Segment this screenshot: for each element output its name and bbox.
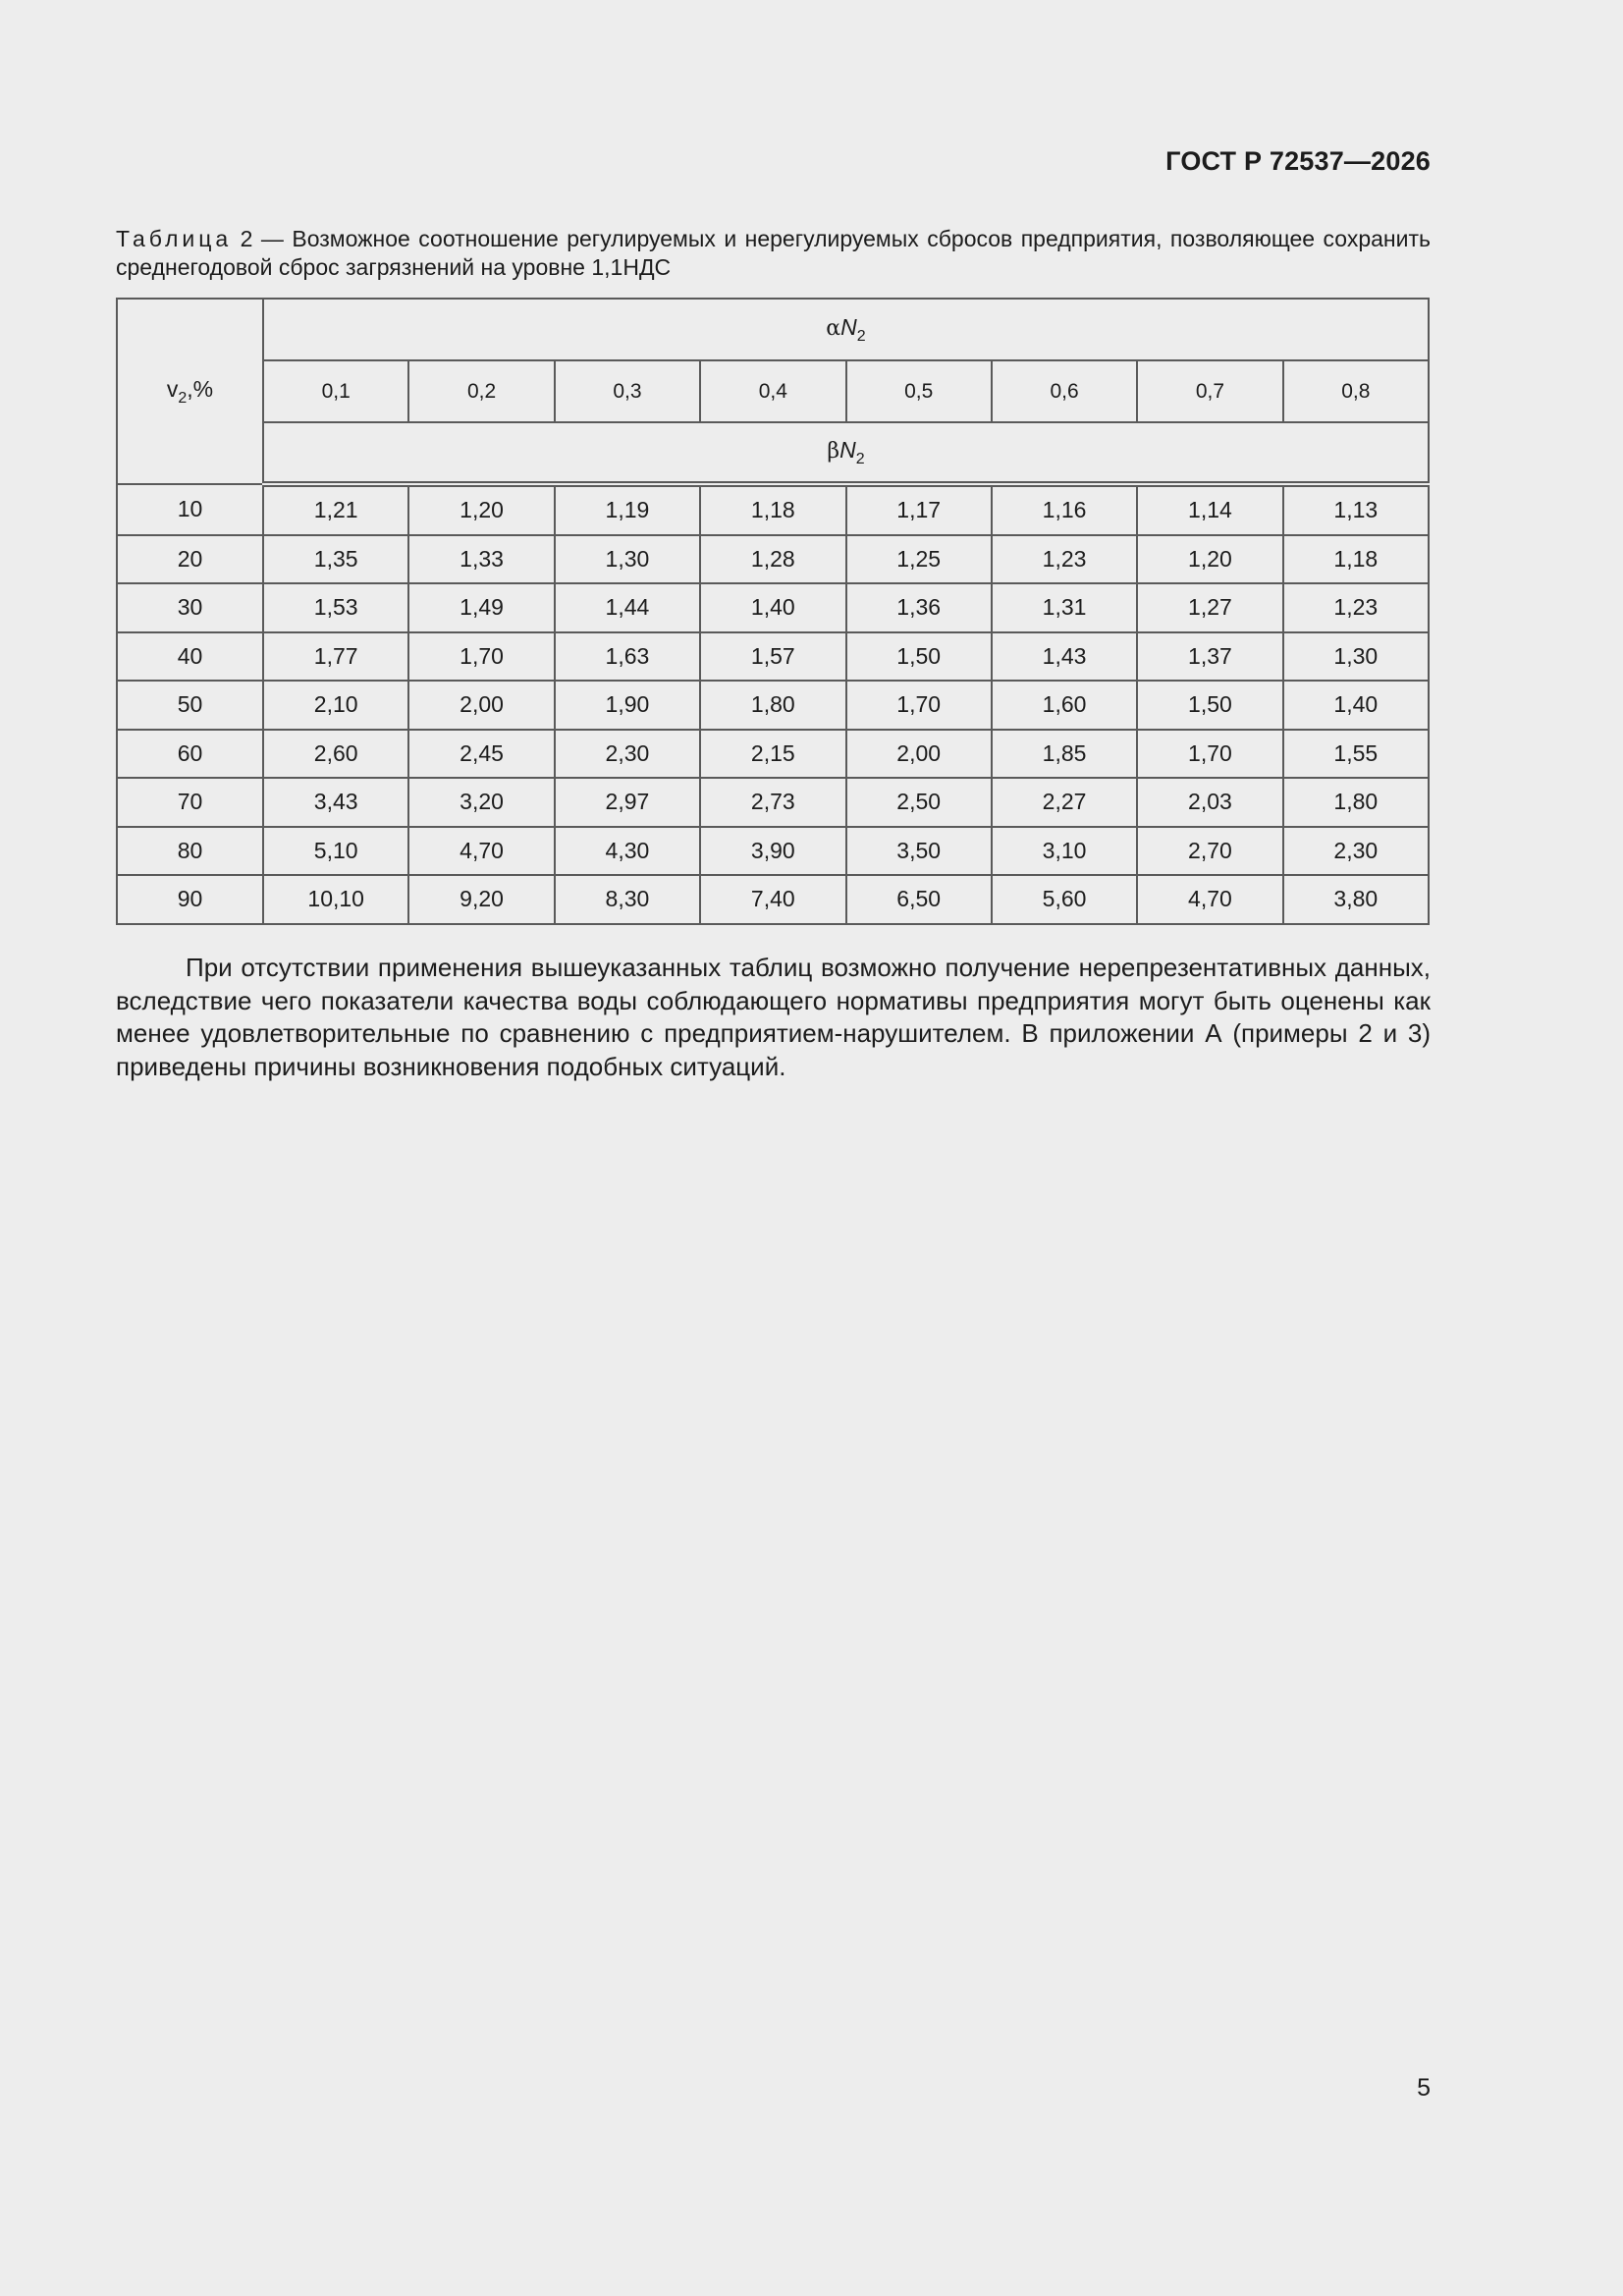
table-header-row [117, 422, 1429, 484]
table-cell: 1,70 [846, 681, 992, 730]
row-v2-value: 90 [117, 875, 263, 924]
row-v2-value: 80 [117, 827, 263, 876]
table-cell: 1,53 [263, 583, 408, 632]
table-header-row [117, 299, 1429, 360]
alpha-values-row [117, 360, 1429, 422]
row-v2-value: 70 [117, 778, 263, 827]
table-cell: 1,14 [1137, 484, 1282, 535]
table-cell: 2,27 [992, 778, 1137, 827]
alpha-value-header: 0,3 [555, 360, 700, 422]
row-v2-value: 60 [117, 730, 263, 779]
table-cell: 1,77 [263, 632, 408, 682]
alpha-value-header: 0,5 [846, 360, 992, 422]
table-cell: 1,28 [700, 535, 845, 584]
table-caption [116, 225, 1431, 282]
table-cell: 1,33 [408, 535, 554, 584]
table-body [117, 484, 1429, 924]
table-cell: 1,70 [1137, 730, 1282, 779]
table-cell: 2,15 [700, 730, 845, 779]
table-cell: 2,00 [846, 730, 992, 779]
table-cell: 3,80 [1283, 875, 1429, 924]
table-cell: 3,20 [408, 778, 554, 827]
table-cell: 9,20 [408, 875, 554, 924]
row-v2-value: 50 [117, 681, 263, 730]
table-cell: 3,90 [700, 827, 845, 876]
table-cell: 1,50 [846, 632, 992, 682]
table-cell: 1,20 [1137, 535, 1282, 584]
table-cell: 2,70 [1137, 827, 1282, 876]
table-cell: 1,27 [1137, 583, 1282, 632]
table-row [117, 484, 1429, 535]
row-header-v2: $v_2,\%$ [117, 299, 263, 484]
table-cell: 1,17 [846, 484, 992, 535]
ratio-table [116, 298, 1430, 925]
table-cell: 1,18 [1283, 535, 1429, 584]
table-cell: 1,23 [992, 535, 1137, 584]
table-cell: 2,97 [555, 778, 700, 827]
table-cell: 2,03 [1137, 778, 1282, 827]
table-row [117, 583, 1429, 632]
table-cell: 2,45 [408, 730, 554, 779]
table-cell: 1,36 [846, 583, 992, 632]
table-cell: 5,10 [263, 827, 408, 876]
table-cell: 1,30 [555, 535, 700, 584]
table-row [117, 535, 1429, 584]
table-cell: 1,44 [555, 583, 700, 632]
table-cell: 1,40 [1283, 681, 1429, 730]
table-cell: 1,18 [700, 484, 845, 535]
table-cell: 1,43 [992, 632, 1137, 682]
table-cell: 6,50 [846, 875, 992, 924]
table-cell: 3,43 [263, 778, 408, 827]
table-cell: 1,25 [846, 535, 992, 584]
table-cell: 4,70 [1137, 875, 1282, 924]
row-v2-value: 30 [117, 583, 263, 632]
table-caption-label: Таблица [116, 226, 233, 251]
table-cell: 2,00 [408, 681, 554, 730]
table-cell: 1,19 [555, 484, 700, 535]
alpha-value-header: 0,7 [1137, 360, 1282, 422]
table-row [117, 632, 1429, 682]
table-cell: 1,31 [992, 583, 1137, 632]
row-v2-value: 20 [117, 535, 263, 584]
table-cell: 1,80 [700, 681, 845, 730]
alpha-value-header: 0,8 [1283, 360, 1429, 422]
table-cell: 2,10 [263, 681, 408, 730]
table-cell: 1,57 [700, 632, 845, 682]
table-cell: 2,50 [846, 778, 992, 827]
table-cell: 5,60 [992, 875, 1137, 924]
table-cell: 1,30 [1283, 632, 1429, 682]
table-row [117, 875, 1429, 924]
table-cell: 1,85 [992, 730, 1137, 779]
table-cell: 1,50 [1137, 681, 1282, 730]
table-cell: 1,20 [408, 484, 554, 535]
table-cell: 3,50 [846, 827, 992, 876]
table-cell: 2,30 [555, 730, 700, 779]
table-cell: 1,60 [992, 681, 1137, 730]
page-number: 5 [1417, 2074, 1431, 2102]
alpha-n2-header: $\alpha N_2$ [263, 299, 1429, 360]
alpha-value-header: 0,2 [408, 360, 554, 422]
table-cell: 1,37 [1137, 632, 1282, 682]
table-cell: 4,70 [408, 827, 554, 876]
table-cell: 10,10 [263, 875, 408, 924]
table-cell: 2,30 [1283, 827, 1429, 876]
table-cell: 1,21 [263, 484, 408, 535]
table-cell: 1,13 [1283, 484, 1429, 535]
table-cell: 1,80 [1283, 778, 1429, 827]
table-cell: 4,30 [555, 827, 700, 876]
table-row [117, 778, 1429, 827]
body-paragraph: При отсутствии применения вышеуказанных таблиц возможно получение нерепрезентативных данных, вследствие чего показатели качества воды соблюдающего нормативы предприятия могут быть оценены как менее удовлетворительные по сравнению с предприятием-нарушителем. В приложении А (примеры 2 и 3) приведены причины возникновения подобных ситуаций. [116, 953, 1431, 1081]
alpha-value-header: 0,6 [992, 360, 1137, 422]
table-row [117, 730, 1429, 779]
alpha-value-header: 0,1 [263, 360, 408, 422]
table-cell: 1,40 [700, 583, 845, 632]
table-row [117, 681, 1429, 730]
table-cell: 3,10 [992, 827, 1137, 876]
table-cell: 1,70 [408, 632, 554, 682]
table-cell: 1,35 [263, 535, 408, 584]
table-cell: 1,55 [1283, 730, 1429, 779]
document-standard-number: ГОСТ Р 72537—2026 [1165, 146, 1431, 176]
table-caption-text: 2 — Возможное соотношение регулируемых и нерегулируемых сбросов предприятия, позволяющее сохранить среднегодовой сброс загрязнений на уровне 1,1НДС [116, 226, 1431, 280]
table-row [117, 827, 1429, 876]
table-cell: 7,40 [700, 875, 845, 924]
row-v2-value: 40 [117, 632, 263, 682]
beta-n2-header: $\beta N_2$ [263, 422, 1429, 484]
table-cell: 1,16 [992, 484, 1137, 535]
table-cell: 2,60 [263, 730, 408, 779]
table-cell: 2,73 [700, 778, 845, 827]
table-cell: 1,23 [1283, 583, 1429, 632]
table-cell: 1,63 [555, 632, 700, 682]
table-cell: 8,30 [555, 875, 700, 924]
table-cell: 1,49 [408, 583, 554, 632]
row-v2-value: 10 [117, 484, 263, 535]
alpha-value-header: 0,4 [700, 360, 845, 422]
table-cell: 1,90 [555, 681, 700, 730]
